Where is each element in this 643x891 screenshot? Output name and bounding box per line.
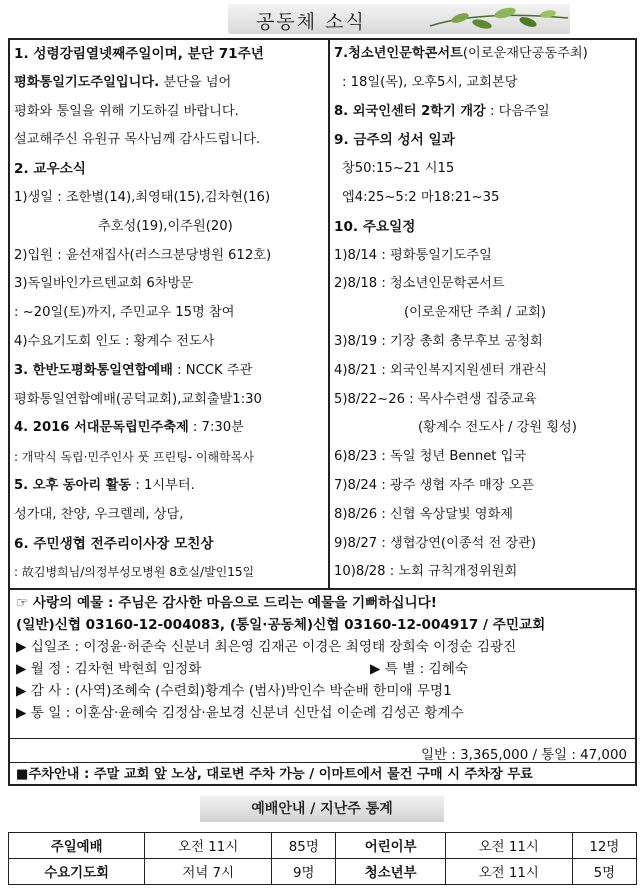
news-line-rest: (이로운재단공동주최) xyxy=(462,46,588,61)
stats-table xyxy=(8,832,637,885)
news-box xyxy=(8,38,637,590)
news-line: : ~20일(토)까지, 주민교우 15명 참여 xyxy=(14,305,235,321)
news-line xyxy=(334,42,588,66)
news-line: 평화통일연합예배(공덕교회),교회출발1:30 xyxy=(14,391,262,407)
thanks-line: ▶ 감 사 : (사역)조혜숙 (수련회)황계수 (범사)박인수 박순배 한미애 무명1 xyxy=(16,683,452,699)
news-line: 창50:15~21 시15 xyxy=(342,161,455,177)
table-row xyxy=(9,859,637,885)
monthly-line: ▶ 월 정 : 김차현 박현희 임정화 xyxy=(16,661,202,677)
table-cell: 어린이부 xyxy=(336,833,445,859)
news-line: : 故김병희님/의정부성모병원 8호실/발인15일 xyxy=(14,565,255,580)
news-line: 6. 주민생협 전주리이사장 모친상 xyxy=(14,535,214,552)
column-divider xyxy=(328,40,330,588)
news-line xyxy=(334,100,550,124)
news-line-rest: : NCCK 주관 xyxy=(172,362,253,378)
news-line: 9. 금주의 성서 일과 xyxy=(334,132,455,149)
news-line: 2)8/18 : 청소년인문학콘서트 xyxy=(334,276,505,292)
news-line-bold: 4. 2016 서대문독립민주축제 xyxy=(14,420,189,436)
news-line: 10)8/28 : 노회 규칙개정위원회 xyxy=(334,564,518,580)
news-line: 2. 교우소식 xyxy=(14,161,86,178)
news-line-bold: 3. 한반도평화통일연합예배 xyxy=(14,362,173,378)
table-cell: 12명 xyxy=(572,833,636,859)
page-title-banner xyxy=(228,4,570,34)
news-line: 성가대, 찬양, 우크렐레, 상담, xyxy=(14,506,184,522)
stats-title: 예배안내 / 지난주 통계 xyxy=(200,796,444,822)
news-line: 1)생일 : 조한별(14),최영태(15),김차현(16) xyxy=(14,190,271,205)
table-cell: 수요기도회 xyxy=(9,859,145,885)
news-line-rest: 분단을 넘어 xyxy=(159,74,232,90)
news-line xyxy=(14,359,252,383)
news-line: 8)8/26 : 신협 옥상달빛 영화제 xyxy=(334,506,514,522)
unity-line: ▶ 통 일 : 이훈삼·윤혜숙 김정삼·윤보경 신분녀 신만섭 이순례 김성곤 황계수 xyxy=(16,705,464,721)
news-line-bold: 5. 오후 동아리 활동 xyxy=(14,478,132,493)
table-cell: 청소년부 xyxy=(336,859,445,885)
totals-divider xyxy=(10,738,635,739)
offering-box xyxy=(8,590,637,786)
news-line xyxy=(14,474,195,498)
table-cell: 오전 11시 xyxy=(145,833,272,859)
table-cell: 5명 xyxy=(572,859,636,885)
news-line: 평화와 통일을 위해 기도하길 바랍니다. xyxy=(14,103,239,119)
news-line: 추호성(19),이주원(20) xyxy=(98,218,233,234)
special-line: ▶ 특 별 : 김혜숙 xyxy=(370,661,468,677)
news-line: 6)8/23 : 독일 청년 Bennet 입국 xyxy=(334,449,527,465)
parking-info: ■주차안내 : 주말 교회 앞 노상, 대로변 주차 가능 / 이마트에서 물건 구매 시 주차장 무료 xyxy=(16,767,533,782)
news-line-rest: : 1시부터. xyxy=(131,478,195,493)
news-line: 엡4:25~5:2 마18:21~35 xyxy=(342,190,500,205)
news-line: 3)독일바인가르텐교회 6차방문 xyxy=(14,276,193,292)
table-cell: 오전 11시 xyxy=(445,859,572,885)
offering-heading: ☞ 사랑의 예물 : 주님은 감사한 마음으로 드리는 예물을 기뻐하십니다! xyxy=(16,595,437,611)
news-line-bold: 7.청소년인문학콘서트 xyxy=(334,46,463,61)
news-line: 1)8/14 : 평화통일기도주일 xyxy=(334,247,492,263)
news-line xyxy=(14,71,231,95)
news-line: 3)8/19 : 기장 총회 총무후보 공청회 xyxy=(334,334,543,349)
page-title: 공동체 소식 xyxy=(256,11,366,33)
news-line: 4)수요기도회 인도 : 황계수 전도사 xyxy=(14,334,215,349)
news-line: 4)8/21 : 외국인복지지원센터 개관식 xyxy=(334,362,548,378)
table-cell: 저녁 7시 xyxy=(145,859,272,885)
news-line-rest: : 다음주일 xyxy=(485,103,550,119)
news-line: 5)8/22~26 : 목사수련생 집중교육 xyxy=(334,391,537,407)
news-line: : 18일(목), 오후5시, 교회본당 xyxy=(342,74,518,90)
news-line: 설교해주신 유원규 목사님께 감사드립니다. xyxy=(14,132,261,148)
news-line: 2)입원 : 윤선재집사(러스크분당병원 612호) xyxy=(14,247,272,263)
leaf-decoration-icon xyxy=(420,4,570,34)
table-cell: 9명 xyxy=(272,859,336,885)
news-line-rest: : 7:30분 xyxy=(188,420,244,436)
table-cell: 오전 11시 xyxy=(445,833,572,859)
news-line xyxy=(14,416,244,440)
news-line-bold: 평화통일기도주일입니다. xyxy=(14,74,160,90)
news-line: (이로운재단 주최 / 교회) xyxy=(404,305,546,321)
news-line: 9)8/27 : 생협강연(이종석 전 장관) xyxy=(334,535,537,551)
offering-totals: 일반 : 3,365,000 / 통일 : 47,000 xyxy=(421,748,627,763)
table-row xyxy=(9,833,637,859)
news-line: 7)8/24 : 광주 생협 자주 매장 오픈 xyxy=(334,478,535,493)
table-cell: 85명 xyxy=(272,833,336,859)
tithe-line: ▶ 십일조 : 이정윤·허준숙 신분녀 최은영 김재곤 이경은 최영태 장희숙 이정순 김광진 xyxy=(16,639,517,655)
news-line-bold: 8. 외국인센터 2학기 개강 xyxy=(334,103,486,119)
news-line: 1. 성령강림열넷째주일이며, 분단 71주년 xyxy=(14,46,264,62)
table-cell: 주일예배 xyxy=(9,833,145,859)
news-line: (황계수 전도사 / 강원 횡성) xyxy=(418,420,577,436)
news-line: : 개막식 독립·민주인사 풋 프린팅- 이해학목사 xyxy=(14,450,254,465)
account-numbers: (일반)신협 03160-12-004083, (통일·공동체)신협 03160-12-004917 / 주민교회 xyxy=(16,617,546,633)
news-line: 10. 주요일정 xyxy=(334,218,416,235)
